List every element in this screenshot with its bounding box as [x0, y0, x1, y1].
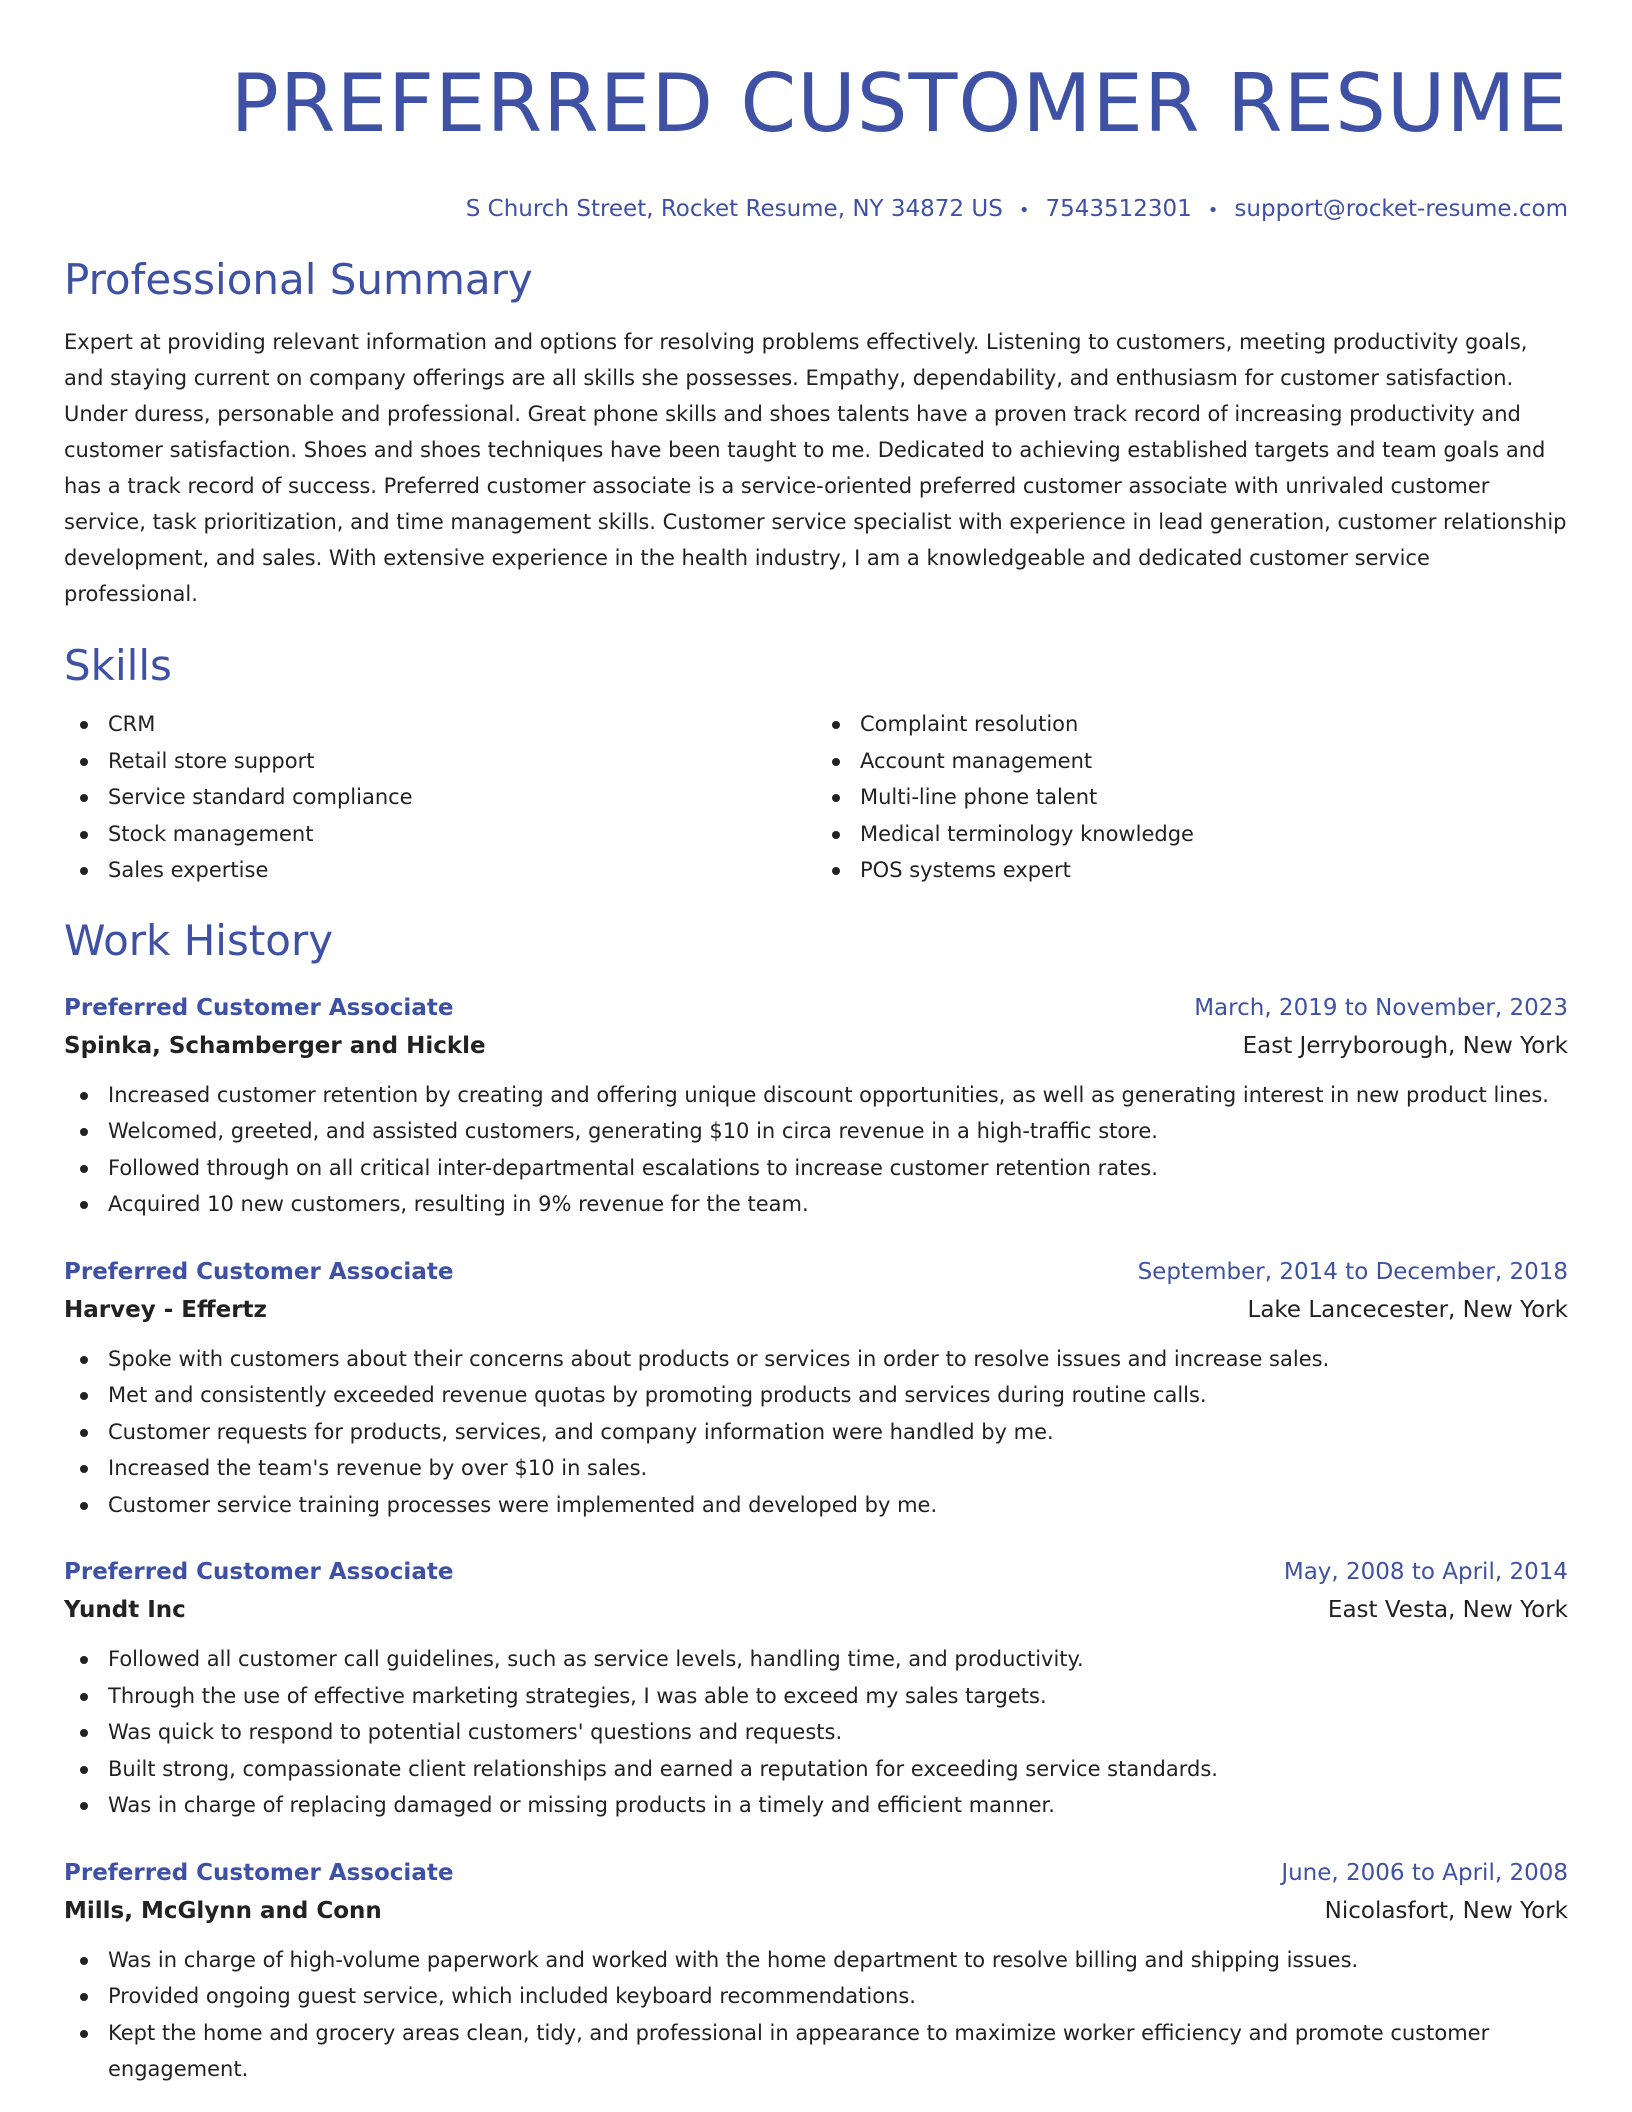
skill-item: Stock management [108, 816, 816, 853]
resume-page [64, 0, 1568, 2088]
job-bullet: Followed all customer call guidelines, such as service levels, handling time, and productivity. [108, 1641, 1568, 1678]
skill-item: POS systems expert [860, 852, 1568, 889]
job-bullet: Was in charge of high-volume paperwork and worked with the home department to resolve billing and shipping issues. [108, 1942, 1568, 1979]
company-name: Yundt Inc [64, 1597, 186, 1623]
job-bullet: Provided ongoing guest service, which included keyboard recommendations. [108, 1978, 1568, 2015]
contact-separator: • [1207, 200, 1219, 221]
skills-column-right [816, 706, 1568, 889]
job-bullet: Welcomed, greeted, and assisted customers, generating $10 in circa revenue in a high-traffic store. [108, 1113, 1568, 1150]
job-title: Preferred Customer Associate [64, 1559, 454, 1585]
job-bullets [64, 1942, 1568, 2088]
job-entry [64, 989, 1568, 1223]
job-bullet: Increased the team's revenue by over $10 in sales. [108, 1450, 1568, 1487]
company-name: Spinka, Schamberger and Hickle [64, 1032, 486, 1059]
contact-address: S Church Street, Rocket Resume, NY 34872 US [465, 196, 1003, 222]
skills-list [64, 706, 1568, 889]
job-title: Preferred Customer Associate [64, 1859, 454, 1886]
job-entry [64, 1253, 1568, 1524]
job-bullet: Acquired 10 new customers, resulting in 9% revenue for the team. [108, 1186, 1568, 1223]
job-bullet: Built strong, compassionate client relationships and earned a reputation for exceeding service standards. [108, 1751, 1568, 1788]
work-history-heading: Work History [64, 915, 334, 965]
summary-text: Expert at providing relevant information and options for resolving problems effectively. Listening to customers, meeting productivity goals, and staying current on company offerings are all skills she possesses. Empathy, dependability, and enthusiasm for customer satisfaction. Under duress, personable and professional. Great phone skills and shoes talents have a proven track record of increasing productivity and customer satisfaction. Shoes and shoes techniques have been taught to me. Dedicated to achieving established targets and team goals and has a track record of success. Preferred customer associate is a service-oriented preferred customer associate with unrivaled customer service, task prioritization, and time management skills. Customer service specialist with experience in lead generation, customer relationship development, and sales. With extensive experience in the health industry, I am a knowledgeable and dedicated customer service professional. [64, 330, 1567, 606]
contact-phone: 7543512301 [1045, 196, 1192, 222]
job-bullet: Followed through on all critical inter-departmental escalations to increase customer retention rates. [108, 1150, 1568, 1187]
skill-item: Complaint resolution [860, 706, 1568, 743]
contact-email: support@rocket-resume.com [1234, 196, 1568, 222]
job-dates: May, 2008 to April, 2014 [1283, 1559, 1568, 1585]
contact-separator: • [1018, 200, 1030, 221]
job-bullet: Customer service training processes were implemented and developed by me. [108, 1487, 1568, 1524]
contact-line [64, 194, 1568, 226]
company-name: Harvey - Effertz [64, 1296, 267, 1323]
job-bullet: Increased customer retention by creating and offering unique discount opportunities, as well as generating interest in new product lines. [108, 1077, 1568, 1114]
skill-item: CRM [108, 706, 816, 743]
job-entry [64, 1854, 1568, 2088]
job-bullet: Was in charge of replacing damaged or missing products in a timely and efficient manner. [108, 1787, 1568, 1824]
job-bullets [64, 1641, 1568, 1824]
job-bullets [64, 1341, 1568, 1524]
job-title: Preferred Customer Associate [64, 994, 454, 1021]
job-dates: June, 2006 to April, 2008 [1281, 1859, 1568, 1886]
skill-item: Multi-line phone talent [860, 779, 1568, 816]
summary-heading: Professional Summary [64, 255, 533, 304]
job-bullet: Met and consistently exceeded revenue quotas by promoting products and services during routine calls. [108, 1377, 1568, 1414]
job-location: Nicolasfort, New York [1324, 1897, 1568, 1924]
job-location: Lake Lancecester, New York [1247, 1296, 1568, 1323]
job-bullet: Through the use of effective marketing strategies, I was able to exceed my sales targets. [108, 1678, 1568, 1715]
skill-item: Retail store support [108, 743, 816, 780]
job-bullets [64, 1077, 1568, 1223]
job-bullet: Was quick to respond to potential customers' questions and requests. [108, 1714, 1568, 1751]
skill-item: Sales expertise [108, 852, 816, 889]
skill-item: Account management [860, 743, 1568, 780]
skills-column-left [64, 706, 816, 889]
job-location: East Jerryborough, New York [1242, 1032, 1568, 1059]
skills-heading: Skills [64, 641, 172, 690]
skill-item: Service standard compliance [108, 779, 816, 816]
company-name: Mills, McGlynn and Conn [64, 1897, 382, 1924]
job-location: East Vesta, New York [1327, 1597, 1568, 1623]
skill-item: Medical terminology knowledge [860, 816, 1568, 853]
job-bullet: Spoke with customers about their concerns about products or services in order to resolve issues and increase sales. [108, 1341, 1568, 1378]
job-dates: March, 2019 to November, 2023 [1194, 994, 1568, 1021]
resume-title: PREFERRED CUSTOMER RESUME [230, 57, 1568, 150]
job-bullet: Customer requests for products, services, and company information were handled by me. [108, 1414, 1568, 1451]
job-bullet: Kept the home and grocery areas clean, tidy, and professional in appearance to maximize worker efficiency and promote customer engagement. [108, 2015, 1568, 2088]
job-title: Preferred Customer Associate [64, 1258, 454, 1285]
job-dates: September, 2014 to December, 2018 [1137, 1258, 1568, 1285]
job-entry [64, 1553, 1568, 1824]
